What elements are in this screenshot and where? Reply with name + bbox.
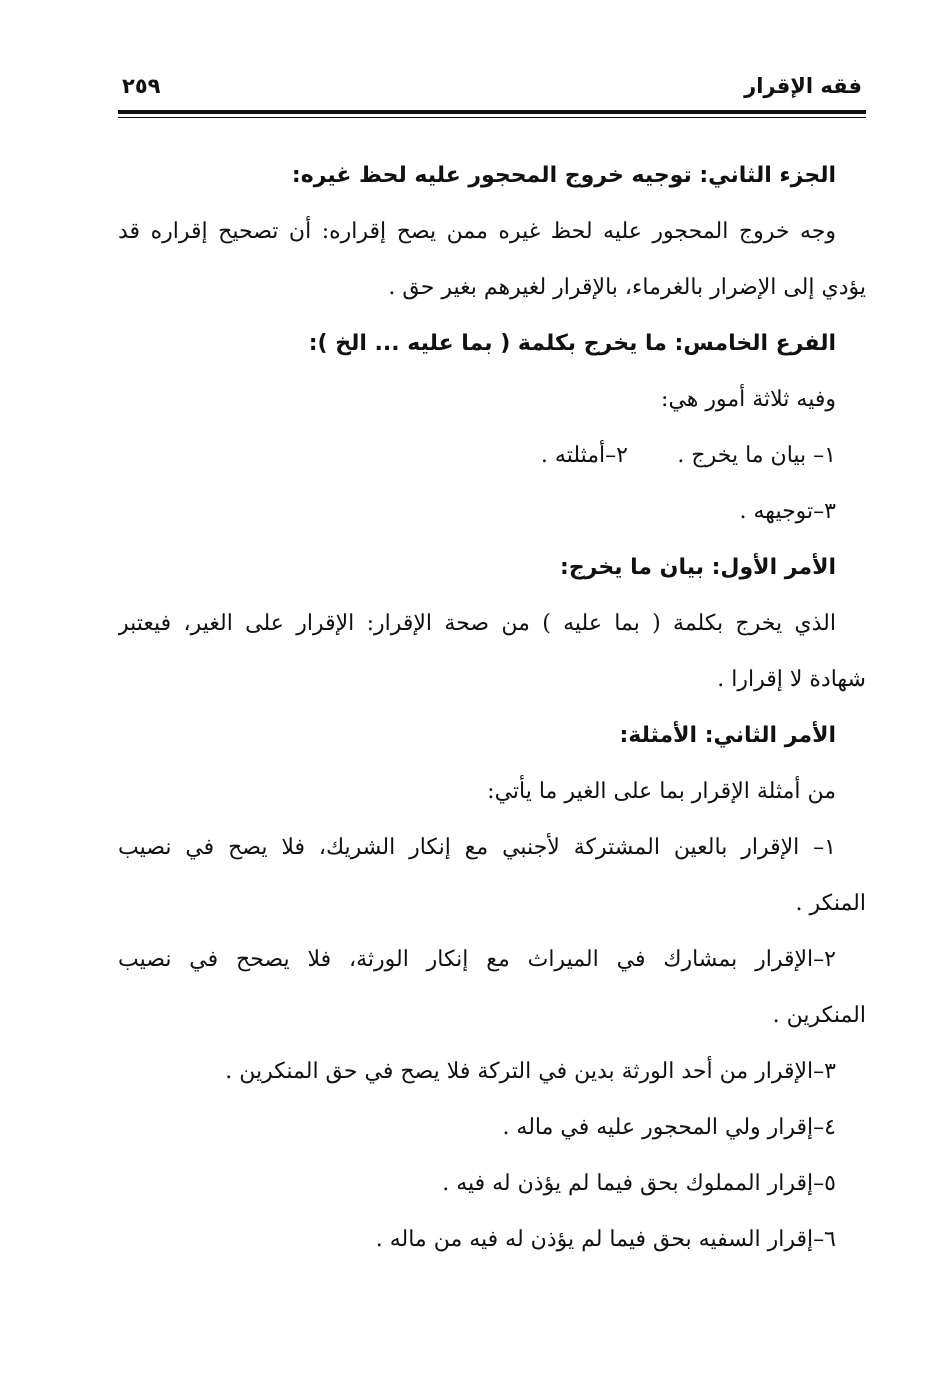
section-heading: الجزء الثاني: توجيه خروج المحجور عليه لحظ غيره:: [291, 163, 836, 188]
paragraph-line: شهادة لا إقرارا .: [717, 667, 866, 692]
paragraph-line: وجه خروج المحجور عليه لحظ غيره ممن يصح إقراره: أن تصحيح إقراره قد: [118, 219, 836, 244]
list-item: ٣–توجيهه .: [739, 499, 836, 524]
section-heading: الأمر الأول: بيان ما يخرج:: [560, 555, 836, 580]
page-body: [118, 118, 866, 1268]
list-item: ٤–إقرار ولي المحجور عليه في ماله .: [502, 1115, 836, 1140]
book-page: [118, 68, 866, 1268]
running-title: فقه الإقرار: [744, 74, 862, 98]
list-row: [118, 428, 866, 484]
list-item: ٢–أمثلته .: [540, 443, 628, 468]
list-item: ٦–إقرار السفيه بحق فيما لم يؤذن له فيه من ماله .: [375, 1227, 836, 1252]
paragraph-line: المنكرين .: [772, 1003, 866, 1028]
header-rule: [118, 110, 866, 118]
section-heading: الفرع الخامس: ما يخرج بكلمة ( بما عليه ... الخ ):: [308, 331, 836, 356]
list-item: ١– الإقرار بالعين المشتركة لأجنبي مع إنكار الشريك، فلا يصح في نصيب: [118, 835, 836, 860]
paragraph-line: المنكر .: [795, 891, 866, 916]
page-number: ٢٥٩: [122, 74, 161, 98]
paragraph-line: الذي يخرج بكلمة ( بما عليه ) من صحة الإقرار: الإقرار على الغير، فيعتبر: [118, 611, 836, 636]
section-heading: الأمر الثاني: الأمثلة:: [619, 723, 836, 748]
paragraph-line: يؤدي إلى الإضرار بالغرماء، بالإقرار لغيرهم بغير حق .: [388, 275, 866, 300]
paragraph-line: من أمثلة الإقرار بما على الغير ما يأتي:: [487, 779, 836, 804]
list-item: ٢–الإقرار بمشارك في الميراث مع إنكار الورثة، فلا يصحح في نصيب: [118, 947, 836, 972]
page-header: [118, 68, 866, 110]
list-item: ٥–إقرار المملوك بحق فيما لم يؤذن له فيه .: [442, 1171, 836, 1196]
paragraph-line: وفيه ثلاثة أمور هي:: [661, 387, 836, 412]
list-item: ١– بيان ما يخرج .: [677, 443, 836, 468]
list-item: ٣–الإقرار من أحد الورثة بدين في التركة فلا يصح في حق المنكرين .: [225, 1059, 836, 1084]
